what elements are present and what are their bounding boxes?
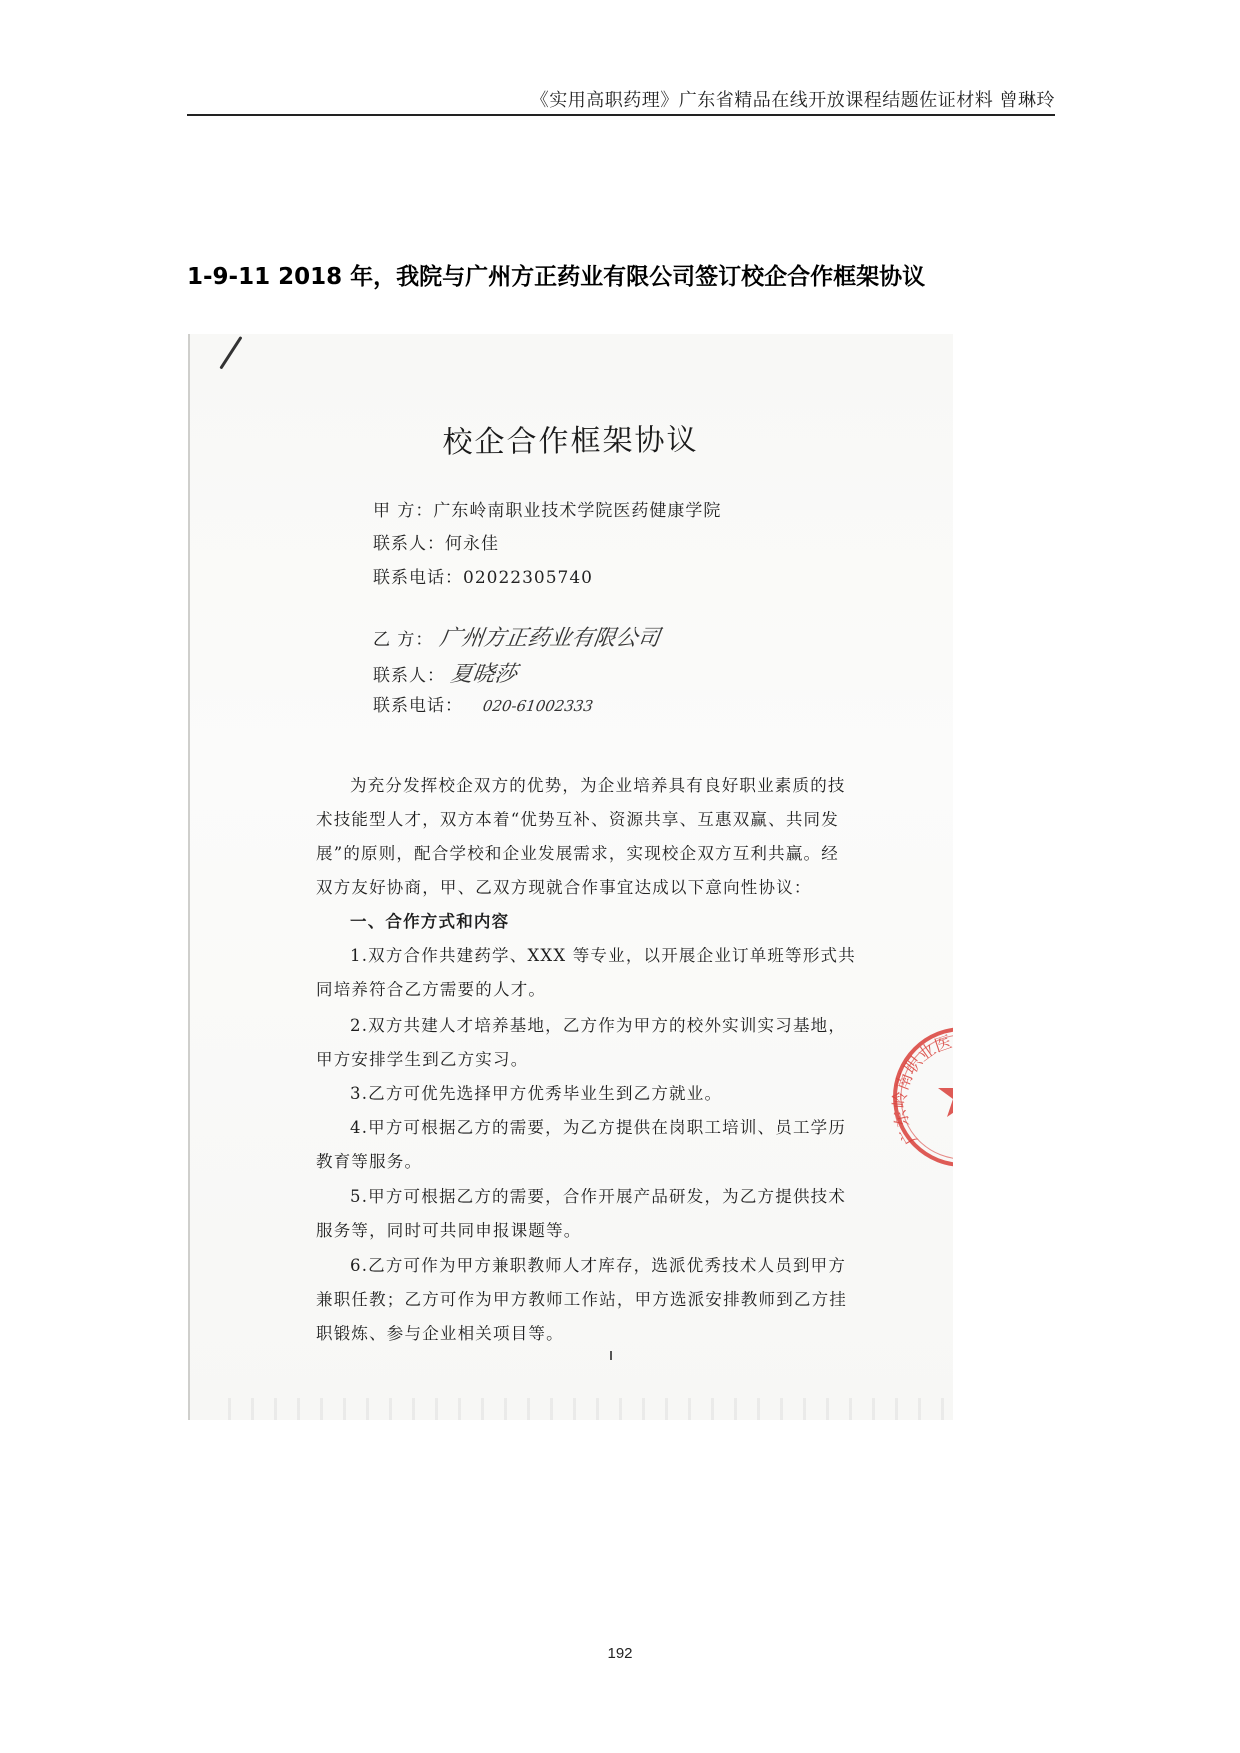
party-b-line <box>373 621 660 652</box>
party-a-phone: 联系电话：02022305740 <box>373 568 593 588</box>
party-b-handwritten-contact: 夏晓莎 <box>449 662 519 687</box>
party-b-contact <box>373 657 517 688</box>
party-b-contact-label: 联系人： <box>373 666 445 686</box>
item-line: 1.双方合作共建药学、XXX 等专业，以开展企业订单班等形式共 <box>350 946 856 965</box>
header-divider <box>187 114 1055 116</box>
party-b-phone-label: 联系电话： <box>373 696 463 716</box>
official-seal <box>888 1022 991 1172</box>
item-line: 职锻炼、参与企业相关项目等。 <box>316 1324 564 1343</box>
section-1-heading: 一、合作方式和内容 <box>350 912 510 931</box>
section-heading: 1-9-11 2018 年，我院与广州方正药业有限公司签订校企合作框架协议 <box>187 264 926 290</box>
item-line: 5.甲方可根据乙方的需要，合作开展产品研发，为乙方提供技术 <box>350 1187 847 1206</box>
party-b-handwritten-phone: 020-61002333 <box>482 697 595 715</box>
seal-text: 广东岭南职业医药健 <box>890 1030 991 1148</box>
scan-page-mark <box>610 1351 612 1360</box>
item-line: 2.双方共建人才培养基地，乙方作为甲方的校外实训实习基地， <box>350 1016 847 1035</box>
item-line: 教育等服务。 <box>316 1152 423 1171</box>
party-a-contact: 联系人：何永佳 <box>373 534 499 554</box>
item-line: 服务等，同时可共同申报课题等。 <box>316 1221 582 1240</box>
page-number: 192 <box>607 1645 633 1662</box>
item-line: 4.甲方可根据乙方的需要，为乙方提供在岗职工培训、员工学历 <box>350 1118 847 1137</box>
intro-line-1: 为充分发挥校企双方的优势，为企业培养具有良好职业素质的技 <box>350 776 846 795</box>
intro-line-4: 双方友好协商，甲、乙双方现就合作事宜达成以下意向性协议： <box>316 878 812 897</box>
intro-line-3: 展”的原则，配合学校和企业发展需求，实现校企双方互利共赢。经 <box>316 844 839 863</box>
item-line: 甲方安排学生到乙方实习。 <box>316 1050 529 1069</box>
party-b-label: 乙 方： <box>373 630 434 650</box>
party-b-phone <box>373 691 593 716</box>
item-line: 3.乙方可优先选择甲方优秀毕业生到乙方就业。 <box>350 1084 723 1103</box>
intro-line-2: 术技能型人才，双方本着“优势互补、资源共享、互惠双赢、共同发 <box>316 810 839 829</box>
agreement-title: 校企合作框架协议 <box>442 422 699 461</box>
scan-edge <box>188 334 190 1420</box>
item-line: 同培养符合乙方需要的人才。 <box>316 980 547 999</box>
party-a-line: 甲 方：广东岭南职业技术学院医药健康学院 <box>373 501 722 521</box>
party-b-handwritten-name: 广州方正药业有限公司 <box>437 626 662 651</box>
scanned-agreement-image <box>188 334 991 1420</box>
header-text: 《实用高职药理》广东省精品在线开放课程结题佐证材料 曾琳玲 <box>530 90 1055 111</box>
item-line: 6.乙方可作为甲方兼职教师人才库存，选派优秀技术人员到甲方 <box>350 1256 847 1275</box>
scan-bottom-artifacts <box>228 1398 948 1420</box>
item-line: 兼职任教；乙方可作为甲方教师工作站，甲方选派安排教师到乙方挂 <box>316 1290 847 1309</box>
pen-mark <box>219 336 242 370</box>
